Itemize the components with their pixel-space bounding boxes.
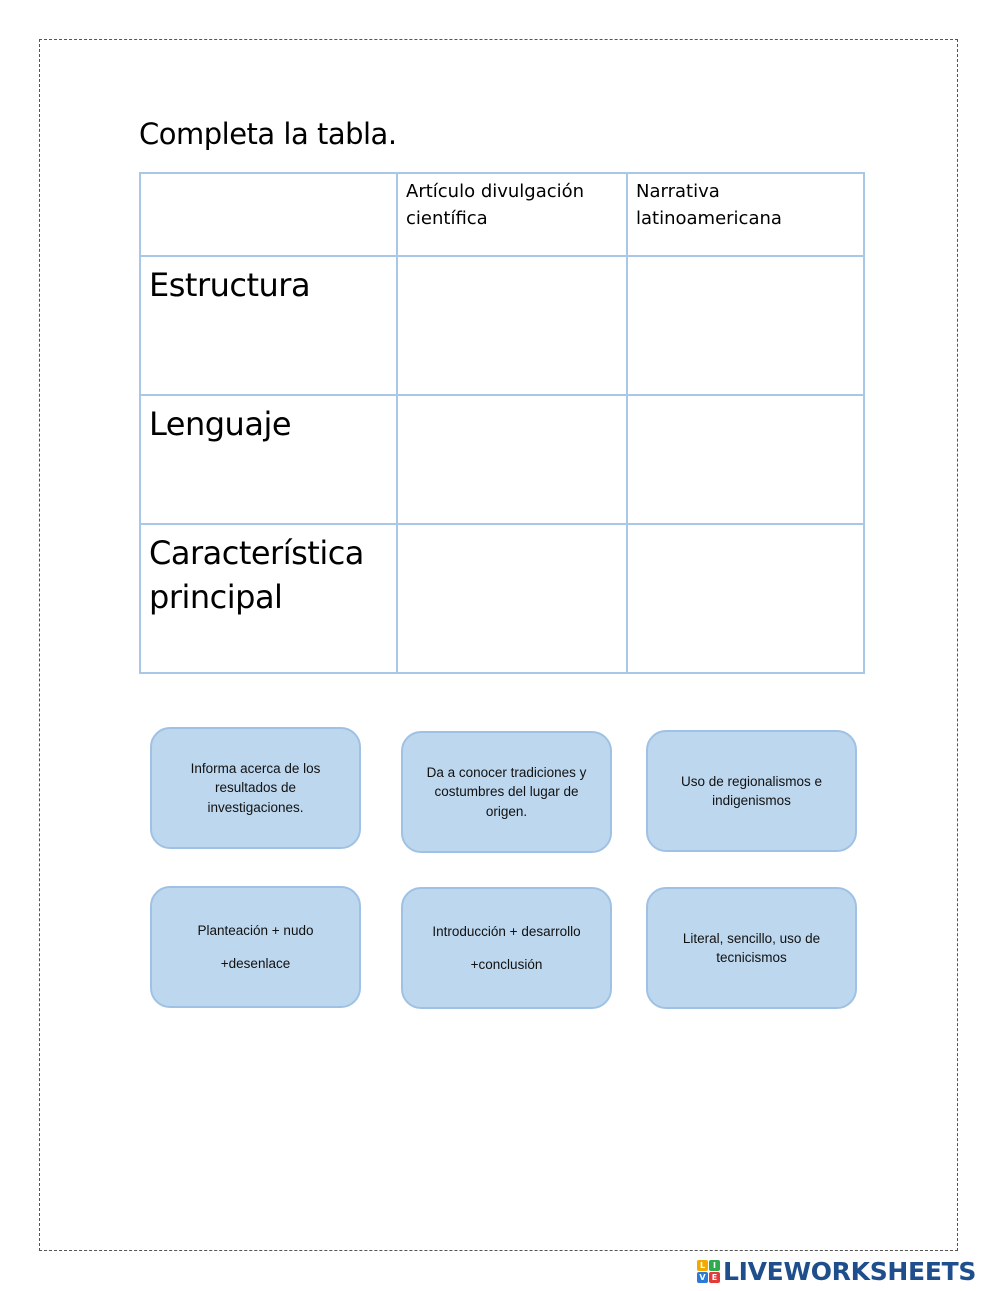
header-cell-articulo: Artículo divulgación científica (397, 173, 627, 256)
drop-cell-caracteristica-narrativa[interactable] (627, 524, 864, 673)
logo-tiles-icon (697, 1260, 720, 1283)
logo-tile: L (697, 1260, 708, 1271)
table-row (140, 256, 864, 395)
drop-cell-estructura-narrativa[interactable] (627, 256, 864, 395)
card-text: Informa acerca de los resultados de investigaciones. (190, 760, 321, 815)
card-text-line1: Introducción + desarrollo (432, 924, 581, 939)
table-row (140, 524, 864, 673)
card-text: Literal, sencillo, uso de tecnicismos (682, 930, 821, 965)
row-label-estructura: Estructura (140, 256, 397, 395)
drag-card-literal[interactable] (646, 887, 857, 1009)
brand-name: LIVEWORKSHEETS (723, 1256, 977, 1286)
row-label-lenguaje: Lenguaje (140, 395, 397, 524)
row-label-caracteristica: Característica principal (140, 524, 397, 673)
card-text-line2: +desenlace (220, 955, 291, 971)
page-title: Completa la tabla. (139, 117, 397, 151)
drop-cell-estructura-articulo[interactable] (397, 256, 627, 395)
card-text: Da a conocer tradiciones y costumbres del lugar de origen. (426, 764, 587, 819)
logo-tile: V (697, 1272, 708, 1283)
drag-card-tradiciones[interactable] (401, 731, 612, 853)
logo-tile: I (709, 1260, 720, 1271)
header-cell-empty (140, 173, 397, 256)
drop-cell-lenguaje-narrativa[interactable] (627, 395, 864, 524)
logo-tile: E (709, 1272, 720, 1283)
card-text-line2: +conclusión (470, 956, 543, 972)
header-cell-narrativa: Narrativa latinoamericana (627, 173, 864, 256)
drag-card-informa[interactable] (150, 727, 361, 849)
table-row (140, 395, 864, 524)
drag-card-planteacion[interactable] (150, 886, 361, 1008)
liveworksheets-logo (697, 1256, 976, 1286)
card-text: Uso de regionalismos e indigenismos (680, 773, 823, 808)
card-text-line1: Planteación + nudo (197, 923, 314, 938)
completion-table (139, 172, 865, 674)
table-header-row (140, 173, 864, 256)
drop-cell-caracteristica-articulo[interactable] (397, 524, 627, 673)
drop-cell-lenguaje-articulo[interactable] (397, 395, 627, 524)
drag-card-regionalismos[interactable] (646, 730, 857, 852)
drag-card-introduccion[interactable] (401, 887, 612, 1009)
